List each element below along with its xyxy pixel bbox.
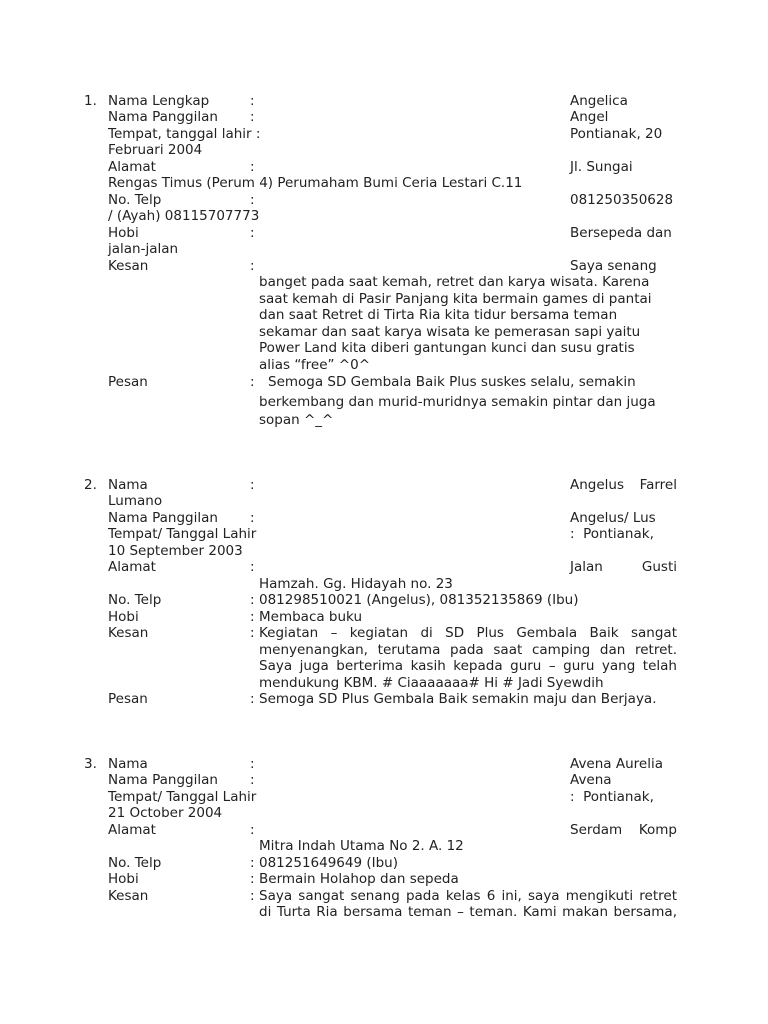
colon: : [250,625,255,641]
kesan-line: dan saat Retret di Tirta Ria kita tidur bersama teman [259,307,618,323]
kesan-line: mendukung KBM. # Ciaaaaaaa# Hi # Jadi Syewdih [259,675,604,691]
colon: : [250,871,255,887]
hobi-label: Hobi [108,871,139,887]
kesan-line: Kegiatan – kegiatan di SD Plus Gembala Baik sangat [259,625,677,641]
kesan-line: Power Land kita diberi gantungan kunci dan susu gratis [259,340,635,356]
ttl-label: Tempat/ Tanggal Lahir [108,526,257,542]
alamat-value: Jalan Gusti [570,559,677,575]
alamat-continuation: Mitra Indah Utama No 2. A. 12 [259,838,464,854]
entry-number: 3. [84,756,97,772]
pesan-line: berkembang dan murid-muridnya semakin pintar dan juga [259,394,656,410]
entry-number: 2. [84,477,97,493]
telp-value: 081251649649 (Ibu) [259,855,399,871]
colon: : [250,159,255,175]
ttl-label: Tempat, tanggal lahir : [108,126,261,142]
kesan-line: saat kemah di Pasir Panjang kita bermain games di pantai [259,291,652,307]
kesan-label: Kesan [108,625,149,641]
nama-label: Nama [108,756,148,772]
nama-label: Nama [108,477,148,493]
entry-number: 1. [84,93,97,109]
pesan-line: Semoga SD Gembala Baik Plus suskes selalu, semakin [268,374,636,390]
colon: : [250,225,255,241]
kesan-line: menyenangkan, terutama pada saat camping dan retret. [259,642,677,658]
kesan-label: Kesan [108,258,149,274]
colon: : [250,888,255,904]
kesan-value: Saya senang [570,258,657,274]
ttl-value: Pontianak, 20 [570,126,663,142]
panggilan-label: Nama Panggilan [108,510,218,526]
panggilan-label: Nama Panggilan [108,772,218,788]
alamat-label: Alamat [108,822,156,838]
nama-value: Angelica [570,93,628,109]
colon: : [250,477,255,493]
telp-label: No. Telp [108,592,162,608]
colon: : [250,510,255,526]
colon: : [250,192,255,208]
hobi-label: Hobi [108,609,139,625]
panggilan-value: Avena [570,772,612,788]
ttl-continuation: Februari 2004 [108,142,203,158]
colon: : [250,756,255,772]
colon: : [250,559,255,575]
kesan-label: Kesan [108,888,149,904]
colon: : [250,592,255,608]
hobi-value: Bersepeda dan [570,225,672,241]
colon: : [250,855,255,871]
pesan-line: sopan ^_^ [259,412,334,428]
pesan-label: Pesan [108,691,148,707]
colon: : [250,691,255,707]
telp-value: 081298510021 (Angelus), 081352135869 (Ibu) [259,592,579,608]
ttl-value: : Pontianak, [570,789,654,805]
panggilan-label: Nama Panggilan [108,109,218,125]
colon: : [250,374,255,390]
kesan-line: sekamar dan saat karya wisata ke pemerasan sapi yaitu [259,324,641,340]
telp-continuation: / (Ayah) 08115707773 [108,208,260,224]
alamat-label: Alamat [108,559,156,575]
telp-label: No. Telp [108,192,162,208]
panggilan-value: Angel [570,109,609,125]
alamat-continuation: Hamzah. Gg. Hidayah no. 23 [259,576,453,592]
nama-value: Angelus Farrel [570,477,677,493]
kesan-line: Saya juga berterima kasih kepada guru – guru yang telah [259,658,677,674]
ttl-continuation: 10 September 2003 [108,543,243,559]
colon: : [250,772,255,788]
ttl-value: : Pontianak, [570,526,654,542]
hobi-value: Membaca buku [259,609,363,625]
nama-value: Avena Aurelia [570,756,663,772]
colon: : [250,109,255,125]
colon: : [250,822,255,838]
colon: : [250,609,255,625]
ttl-label: Tempat/ Tanggal Lahir [108,789,257,805]
panggilan-value: Angelus/ Lus [570,510,656,526]
colon: : [250,258,255,274]
kesan-line: banget pada saat kemah, retret dan karya wisata. Karena [259,274,650,290]
ttl-continuation: 21 October 2004 [108,805,223,821]
nama-continuation: Lumano [108,493,163,509]
kesan-line: di Turta Ria bersama teman – teman. Kami makan bersama, [259,904,677,920]
hobi-label: Hobi [108,225,139,241]
kesan-line: Saya sangat senang pada kelas 6 ini, saya mengikuti retret [259,888,677,904]
alamat-value: Serdam Komp [570,822,677,838]
kesan-line: alias “free” ^0^ [259,357,370,373]
alamat-label: Alamat [108,159,156,175]
alamat-continuation: Rengas Timus (Perum 4) Perumaham Bumi Ceria Lestari C.11 [108,175,523,191]
hobi-continuation: jalan-jalan [108,241,179,257]
telp-value: 081250350628 [570,192,674,208]
alamat-value: Jl. Sungai [570,159,633,175]
pesan-value: Semoga SD Plus Gembala Baik semakin maju dan Berjaya. [259,691,657,707]
colon: : [250,93,255,109]
hobi-value: Bermain Holahop dan sepeda [259,871,459,887]
nama-label: Nama Lengkap [108,93,210,109]
pesan-label: Pesan [108,374,148,390]
telp-label: No. Telp [108,855,162,871]
